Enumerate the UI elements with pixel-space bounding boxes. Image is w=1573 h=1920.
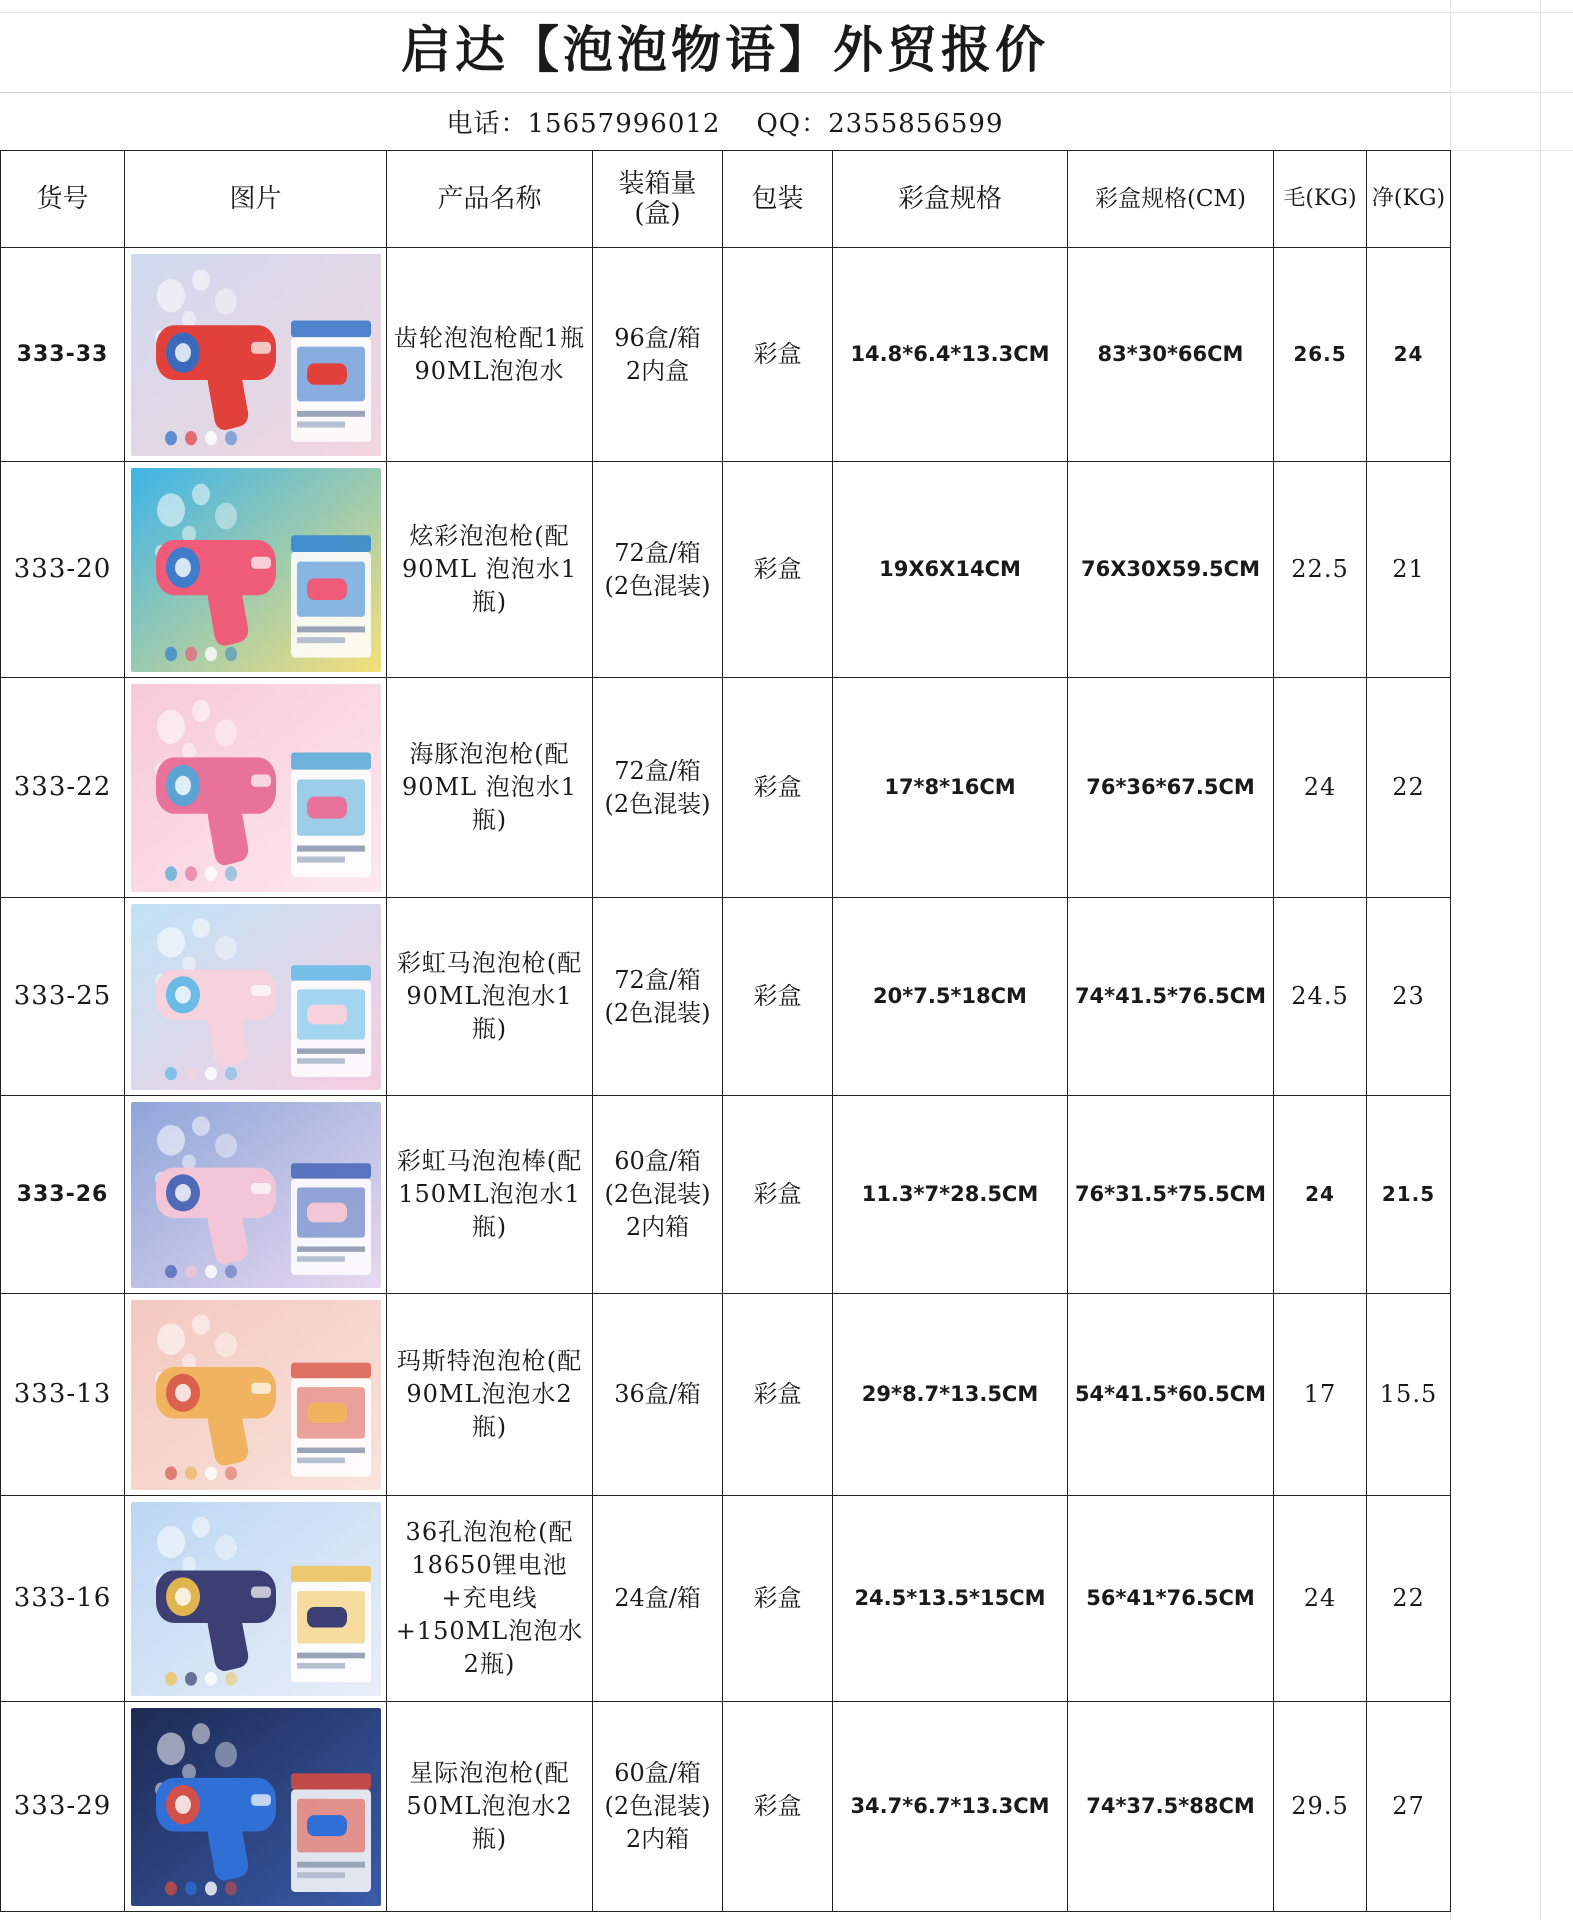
header-carton-spec: 彩盒规格(CM) bbox=[1068, 151, 1274, 248]
gross-weight: 24.5 bbox=[1274, 898, 1367, 1096]
carton-spec: 54*41.5*60.5CM bbox=[1068, 1294, 1274, 1496]
item-code: 333-33 bbox=[1, 248, 125, 462]
table-row bbox=[1, 898, 1451, 1096]
gross-weight: 17 bbox=[1274, 1294, 1367, 1496]
product-name: 炫彩泡泡枪(配90ML 泡泡水1瓶) bbox=[387, 462, 593, 678]
product-name: 齿轮泡泡枪配1瓶90ML泡泡水 bbox=[387, 248, 593, 462]
product-image bbox=[131, 1502, 381, 1696]
table-row bbox=[1, 248, 1451, 462]
product-name: 36孔泡泡枪(配18650锂电池+充电线+150ML泡泡水2瓶) bbox=[387, 1496, 593, 1702]
page-title: 启达【泡泡物语】外贸报价 bbox=[0, 0, 1450, 93]
table-row bbox=[1, 1096, 1451, 1294]
product-name: 彩虹马泡泡枪(配90ML泡泡水1瓶) bbox=[387, 898, 593, 1096]
gross-weight: 24 bbox=[1274, 678, 1367, 898]
packaging-type: 彩盒 bbox=[723, 898, 833, 1096]
packaging-type: 彩盒 bbox=[723, 248, 833, 462]
item-code: 333-29 bbox=[1, 1702, 125, 1912]
product-image bbox=[131, 1708, 381, 1906]
table-row bbox=[1, 1702, 1451, 1912]
product-photo-graphic bbox=[131, 904, 381, 1090]
product-photo-graphic bbox=[131, 1300, 381, 1490]
packing-quantity: 36盒/箱 bbox=[593, 1294, 723, 1496]
table-row bbox=[1, 1496, 1451, 1702]
net-weight: 23 bbox=[1367, 898, 1451, 1096]
packing-quantity: 60盒/箱 (2色混装) 2内箱 bbox=[593, 1096, 723, 1294]
item-code: 333-22 bbox=[1, 678, 125, 898]
net-weight: 15.5 bbox=[1367, 1294, 1451, 1496]
table-row bbox=[1, 462, 1451, 678]
header-row bbox=[1, 151, 1451, 248]
carton-spec: 76*31.5*75.5CM bbox=[1068, 1096, 1274, 1294]
net-weight: 24 bbox=[1367, 248, 1451, 462]
product-photo-graphic bbox=[131, 1502, 381, 1696]
packaging-type: 彩盒 bbox=[723, 1096, 833, 1294]
header-image: 图片 bbox=[125, 151, 387, 248]
carton-spec: 76X30X59.5CM bbox=[1068, 462, 1274, 678]
box-spec: 19X6X14CM bbox=[833, 462, 1068, 678]
product-image-cell bbox=[125, 462, 387, 678]
product-photo-graphic bbox=[131, 1708, 381, 1906]
quote-table bbox=[0, 150, 1451, 1912]
product-image-cell bbox=[125, 1096, 387, 1294]
header-pack: 包装 bbox=[723, 151, 833, 248]
net-weight: 22 bbox=[1367, 678, 1451, 898]
box-spec: 20*7.5*18CM bbox=[833, 898, 1068, 1096]
packaging-type: 彩盒 bbox=[723, 462, 833, 678]
header-code: 货号 bbox=[1, 151, 125, 248]
net-weight: 21 bbox=[1367, 462, 1451, 678]
header-net: 净(KG) bbox=[1367, 151, 1451, 248]
carton-spec: 74*41.5*76.5CM bbox=[1068, 898, 1274, 1096]
product-image bbox=[131, 1300, 381, 1490]
table-row bbox=[1, 1294, 1451, 1496]
product-photo-graphic bbox=[131, 684, 381, 892]
box-spec: 29*8.7*13.5CM bbox=[833, 1294, 1068, 1496]
gross-weight: 26.5 bbox=[1274, 248, 1367, 462]
packing-quantity: 60盒/箱 (2色混装) 2内箱 bbox=[593, 1702, 723, 1912]
product-photo-graphic bbox=[131, 1102, 381, 1288]
item-code: 333-16 bbox=[1, 1496, 125, 1702]
product-name: 玛斯特泡泡枪(配90ML泡泡水2瓶) bbox=[387, 1294, 593, 1496]
gross-weight: 29.5 bbox=[1274, 1702, 1367, 1912]
item-code: 333-20 bbox=[1, 462, 125, 678]
box-spec: 24.5*13.5*15CM bbox=[833, 1496, 1068, 1702]
product-image bbox=[131, 468, 381, 672]
net-weight: 22 bbox=[1367, 1496, 1451, 1702]
net-weight: 27 bbox=[1367, 1702, 1451, 1912]
packaging-type: 彩盒 bbox=[723, 678, 833, 898]
header-qty bbox=[593, 151, 723, 248]
box-spec: 34.7*6.7*13.3CM bbox=[833, 1702, 1068, 1912]
product-name: 彩虹马泡泡棒(配150ML泡泡水1瓶) bbox=[387, 1096, 593, 1294]
gross-weight: 24 bbox=[1274, 1096, 1367, 1294]
header-gross: 毛(KG) bbox=[1274, 151, 1367, 248]
item-code: 333-13 bbox=[1, 1294, 125, 1496]
product-image-cell bbox=[125, 1294, 387, 1496]
product-photo-graphic bbox=[131, 254, 381, 456]
header-box-spec: 彩盒规格 bbox=[833, 151, 1068, 248]
box-spec: 11.3*7*28.5CM bbox=[833, 1096, 1068, 1294]
packing-quantity: 72盒/箱 (2色混装) bbox=[593, 462, 723, 678]
table-row bbox=[1, 678, 1451, 898]
qq-text: QQ：2355856599 bbox=[756, 108, 1004, 139]
product-image bbox=[131, 254, 381, 456]
carton-spec: 76*36*67.5CM bbox=[1068, 678, 1274, 898]
product-name: 星际泡泡枪(配50ML泡泡水2瓶) bbox=[387, 1702, 593, 1912]
header-qty-text: 装箱量 (盒) bbox=[618, 169, 697, 229]
box-spec: 17*8*16CM bbox=[833, 678, 1068, 898]
product-image-cell bbox=[125, 1702, 387, 1912]
packaging-type: 彩盒 bbox=[723, 1702, 833, 1912]
carton-spec: 74*37.5*88CM bbox=[1068, 1702, 1274, 1912]
product-image-cell bbox=[125, 898, 387, 1096]
gross-weight: 22.5 bbox=[1274, 462, 1367, 678]
contact-line bbox=[0, 92, 1450, 150]
product-image bbox=[131, 684, 381, 892]
phone-text: 电话：15657996012 bbox=[446, 108, 721, 139]
box-spec: 14.8*6.4*13.3CM bbox=[833, 248, 1068, 462]
product-photo-graphic bbox=[131, 468, 381, 672]
carton-spec: 56*41*76.5CM bbox=[1068, 1496, 1274, 1702]
net-weight: 21.5 bbox=[1367, 1096, 1451, 1294]
product-name: 海豚泡泡枪(配90ML 泡泡水1瓶) bbox=[387, 678, 593, 898]
packaging-type: 彩盒 bbox=[723, 1496, 833, 1702]
product-image-cell bbox=[125, 678, 387, 898]
grid-line bbox=[1540, 0, 1541, 1920]
product-image-cell bbox=[125, 1496, 387, 1702]
packing-quantity: 72盒/箱 (2色混装) bbox=[593, 678, 723, 898]
packing-quantity: 96盒/箱 2内盒 bbox=[593, 248, 723, 462]
packing-quantity: 24盒/箱 bbox=[593, 1496, 723, 1702]
carton-spec: 83*30*66CM bbox=[1068, 248, 1274, 462]
packaging-type: 彩盒 bbox=[723, 1294, 833, 1496]
item-code: 333-25 bbox=[1, 898, 125, 1096]
product-image-cell bbox=[125, 248, 387, 462]
packing-quantity: 72盒/箱 (2色混装) bbox=[593, 898, 723, 1096]
header-name: 产品名称 bbox=[387, 151, 593, 248]
product-image bbox=[131, 904, 381, 1090]
product-image bbox=[131, 1102, 381, 1288]
item-code: 333-26 bbox=[1, 1096, 125, 1294]
gross-weight: 24 bbox=[1274, 1496, 1367, 1702]
